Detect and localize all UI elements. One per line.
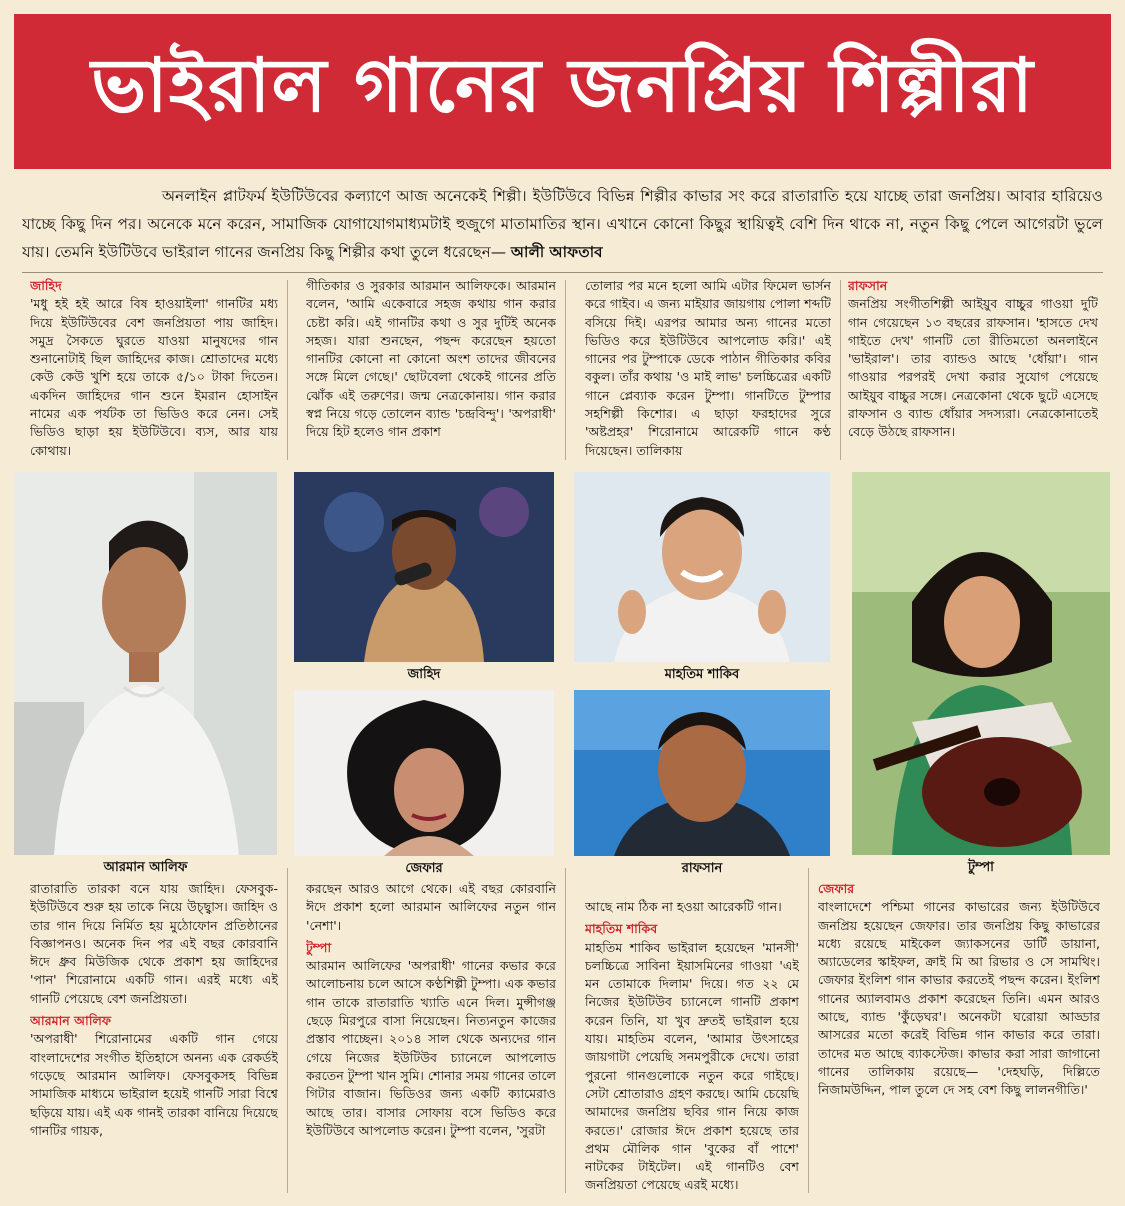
article-text: 'মধু হই হই আরে বিষ হাওয়াইলা' গানটির মধ্য দিয়ে ইউটিউবের বেশ জনপ্রিয়তা পায় জাহিদ। সমুদ্র সৈকতে ঘুরতে যাওয়া মানুষদের গান শুনানোটাই ছিল জাহিদের কাজ। শ্রোতাদের মধ্যে কেউ কেউ খুশি হয়ে তাকে ৫/১০ টাকা দিতেন। একদিন জাহিদের গান শুনে ইমরান হোসাইন নামের এক পর্যটক তা ভিডিও করে নেন। সেই ভিডিও ছাড়া হয় ইউটিউবে। ব্যস, আর যায় কোথায়। [30, 296, 278, 458]
column-tumpa-continued [585, 277, 831, 463]
caption-jefar: জেফার [405, 861, 443, 876]
caption-tumpa: টুম্পা [968, 860, 994, 875]
author-name: আলী আফতাব [510, 243, 603, 261]
column-arman-tumpa [306, 880, 556, 1198]
column-divider [840, 280, 841, 460]
caption-arman-alif: আরমান আলিফ [103, 860, 188, 875]
article-text: আরমান আলিফের 'অপরাধী' গানের কভার করে আলোচনায় চলে আসে কণ্ঠশিল্পী টুম্পা। এক কভার গান তাকে রাতারাতি খ্যাতি এনে দিল। মুন্সীগঞ্জ ছেড়ে মিরপুরে বাসা নিয়েছেন। নিত্যনতুন কাজের প্রস্তাব পাচ্ছেন। ২০১৪ সাল থেকে অন্যদের গান গেয়ে নিজের ইউটিউব চ্যানেলে আপলোড করতেন টুম্পা খান সুমি। শোনার সময় গানের তালে গিটার বাজান। ভিডিওর জন্য একটি ক্যামেরাও আছে তার। বাসার সোফায় বসে ভিডিও করে ইউটিউবে আপলোড করেন। টুম্পা বলেন, 'সুরটা [306, 958, 556, 1138]
photo-mahtim-shakib [574, 472, 830, 662]
article-text: মাহতিম শাকিব ভাইরাল হয়েছেন 'মানসী' চলচ্চিত্রে সাবিনা ইয়াসমিনের গাওয়া 'এই মন তোমাকে দিলাম' দিয়ে। গত ২২ মে নিজের ইউটিউব চ্যানেলে গানটি প্রকাশ করেন তিনি, যা খুব দ্রুতই ভাইরাল হয়ে যায়। মাহতিম বলেন, 'আমার উৎসাহের জায়গাটা পেয়েছি সনমপুরীকে দেখে। তারা পুরনো গানগুলোকে নতুন করে গাইছে। সেটা শ্রোতারাও গ্রহণ করছে। আমি চেয়েছি আমাদের জনপ্রিয় ছবির গান নিয়ে কাজ করতে।' রোজার ঈদে প্রকাশ হয়েছে তার প্রথম মৌলিক গান 'বুকের বাঁ পাশে' নাটকের টাইটেল। এই গানটিও বেশ জনপ্রিয়তা পেয়েছে এরই মধ্যে। [585, 939, 799, 1193]
column-divider [808, 868, 809, 1193]
section-heading: মাহতিম শাকিব [585, 921, 658, 937]
photo-rafsan [574, 690, 830, 856]
photo-zahid [294, 472, 554, 662]
intro-paragraph [22, 182, 1103, 268]
column-divider [565, 280, 566, 460]
caption-mahtim-shakib: মাহতিম শাকিব [664, 667, 740, 682]
intro-divider [22, 272, 1103, 273]
photo-tumpa [852, 472, 1110, 855]
section-heading: জাহিদ [30, 278, 62, 293]
section-heading: টুম্পা [306, 939, 332, 955]
column-divider [565, 868, 566, 1193]
column-zahid [30, 277, 278, 463]
column-mahtim [585, 898, 799, 1198]
article-text: রাতারাতি তারকা বনে যায় জাহিদ। ফেসবুক-ইউটিউবে শুরু হয় তাকে নিয়ে উচ্ছ্বাস। জাহিদ ও তার গান দিয়ে নির্মিত হয় মুঠোফোন প্রতিষ্ঠানের বিজ্ঞাপনও। অনেক দিন পর এই বছর কোরবানি ঈদে ধ্রুব মিউজিক থেকে প্রকাশ হয় জাহিদের 'পান' শিরোনামে একটি গান। এরই মধ্যে এই গানটি পেয়েছে বেশ জনপ্রিয়তা। [30, 881, 278, 1006]
intro-text: অনলাইন প্লাটফর্ম ইউটিউবের কল্যাণে আজ অনেকেই শিল্পী। ইউটিউবে বিভিন্ন শিল্পীর কাভার সং করে রাতারাতি হয়ে যাচ্ছে তারা জনপ্রিয়। আবার হারিয়েও যাচ্ছে কিছু দিন পর। অনেকে মনে করেন, সামাজিক যোগাযোগমাধ্যমটাই হুজুগে মাতামাতির স্থান। এখানে কোনো কিছুর স্থায়িত্বই বেশি দিন থাকে না, নতুন কিছু পেলে আগেরটা ভুলে যায়। তেমনি ইউটিউবে ভাইরাল গানের জনপ্রিয় কিছু শিল্পীর কথা তুলে ধরেছেন— [22, 187, 1103, 261]
headline: ভাইরাল গানের জনপ্রিয় শিল্পীরা [91, 43, 1034, 129]
article-text: জনপ্রিয় সংগীতশিল্পী আইয়ুব বাচ্চুর গাওয়া দুটি গান গেয়েছেন ১৩ বছরের রাফসান। 'হাসতে দেখ গাইতে দেখ' গানটি তো রীতিমতো অনলাইনে 'ভাইরাল'। তার ব্যান্ডও আছে 'ধোঁয়া'। গান গাওয়ার পরপরই দেখা করার সুযোগ পেয়েছে আইয়ুব বাচ্চুর সঙ্গে। নেত্রকোনা থেকে ছুটে এসেছে রাফসান ও ব্যান্ড ধোঁয়ার সদস্যরা। নেত্রকোনাতেই বেড়ে উঠছে রাফসান। [848, 296, 1098, 440]
article-text: বাংলাদেশে পশ্চিমা গানের কাভারের জন্য ইউটিউবে জনপ্রিয় হয়েছেন জেফার। তার জনপ্রিয় কিছু কাভারের মধ্যে রয়েছে মাইকেল জ্যাকসনের ডার্টি ডায়ানা, অ্যাডেলের স্কাইফল, ক্রাই মি আ রিভার ও সে সামথিং। জেফার ইংলিশ গান কাভার করতেই পছন্দ করেন। ইংলিশ গানের অ্যালবামও প্রকাশ করেছেন তিনি। এমন আরও আছে, ব্যান্ড 'কুঁড়েঘর'। অনেকটা ঘরোয়া আড্ডার আসরের মতো করেই বিভিন্ন গান কাভার করে তারা। তাদের মত আছে ব্যাকস্টেজ। কাভার করা সারা জাগানো গানের তালিকায় রয়েছে— 'দেহঘড়ি, দিল্লিতে নিজামউদ্দিন, পাল তুলে দে সহ বেশ কিছু লালনগীতি।' [818, 899, 1100, 1098]
column-jefar [818, 880, 1100, 1198]
article-text: আছে নাম ঠিক না হওয়া আরেকটি গান। [585, 899, 782, 914]
section-heading: জেফার [818, 881, 855, 896]
section-heading: রাফসান [848, 278, 888, 293]
column-arman-continued [306, 277, 556, 463]
article-text: করছেন আরও আগে থেকে। এই বছর কোরবানি ঈদে প্রকাশ হলো আরমান আলিফের নতুন গান 'নেশা'। [306, 881, 556, 933]
headline-banner [14, 14, 1111, 169]
caption-rafsan: রাফসান [681, 861, 723, 876]
column-divider [287, 868, 288, 1193]
section-heading: আরমান আলিফ [30, 1013, 112, 1029]
photo-jefar [294, 690, 554, 856]
column-rafsan [848, 277, 1098, 463]
article-text: 'অপরাধী' শিরোনামের একটি গান গেয়ে বাংলাদেশের সংগীত ইতিহাসে অনন্য এক রেকর্ডই গড়েছে আরমান আলিফ। ফেসবুকসহ বিভিন্ন সামাজিক মাধ্যমে ভাইরাল হয়েই গানটি সারা বিশ্বে ছড়িয়ে যায়। এই এক গানই তারকা বানিয়ে দিয়েছে গানটির গায়ক, [30, 1031, 278, 1138]
column-divider [287, 280, 288, 460]
photo-arman-alif [14, 472, 277, 855]
article-text: গীতিকার ও সুরকার আরমান আলিফকে। আরমান বলেন, 'আমি একেবারে সহজ কথায় গান করার চেষ্টা করি। এই গানটির কথা ও সুর দুটিই অনেক সহজ। যারা শুনছেন, পছন্দ করেছেন হয়তো গানটির কোনো না কোনো অংশ তাদের জীবনের সঙ্গে মিলে গেছে।' ছোটবেলা থেকেই গানের প্রতি ঝোঁক এই তরুণের। জন্ম নেত্রকোনায়। গান করার স্বপ্ন নিয়ে গড়ে তোলেন ব্যান্ড 'চন্দ্রবিন্দু'। 'অপরাধী' দিয়ে হিট হলেও গান প্রকাশ [306, 278, 556, 440]
article-text: তোলার পর মনে হলো আমি এটার ফিমেল ভার্সন করে গাইব। এ জন্য মাইয়ার জায়গায় পোলা শব্দটি বসিয়ে দিই। এরপর আমার অন্য গানের মতো ভিডিও করে ইউটিউবে আপলোড করি।' এই গানের পর টুম্পাকে ডেকে পাঠান গীতিকার কবির বকুল। তাঁর কথায় 'ও মাই লাভ' চলচ্চিত্রের একটি গানে প্লেব্যাক করেন টুম্পা। গানটিতে টুম্পার সহশিল্পী কিশোর। এ ছাড়া ফরহাদের সুরে 'অষ্টপ্রহর' শিরোনামে আরেকটি গানে কণ্ঠ দিয়েছেন। তালিকায় [585, 278, 831, 458]
caption-zahid: জাহিদ [407, 667, 441, 682]
column-zahid-arman [30, 880, 278, 1198]
